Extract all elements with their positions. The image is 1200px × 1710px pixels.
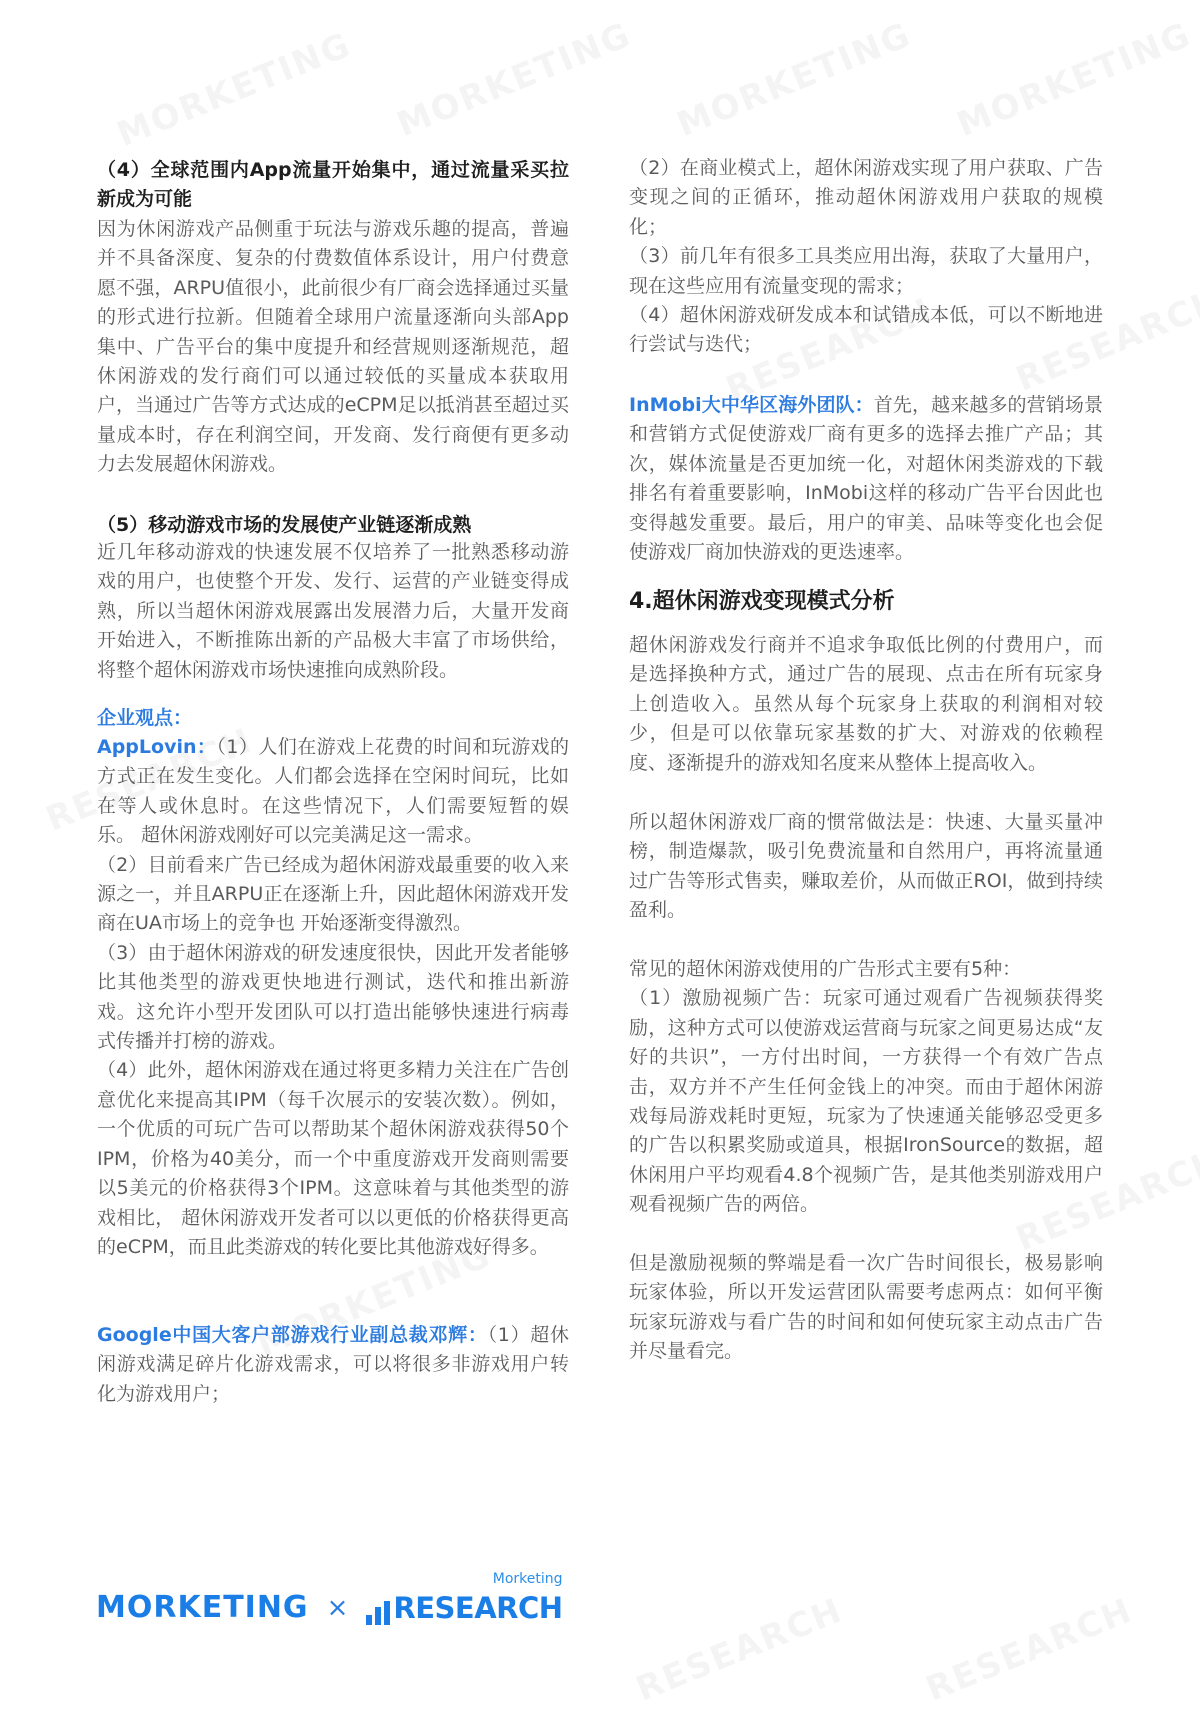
ad-formats <box>629 955 1103 1220</box>
applovin-point: （4）此外，超休闲游戏在通过将更多精力关注在广告创意优化来提高其IPM（每千次展示的安装次数）。例如，一个优质的可玩广告可以帮助某个超休闲游戏获得50个IPM，价格为40美分，而一个中重度游戏开发商则需要以5美元的价格获得3个IPM。这意味着与其他类型的游戏相比， 超休闲游戏开发者可以以更低的价格获得更高的eCPM，而且此类游戏的转化要比其他游戏好得多。 <box>97 1059 569 1258</box>
bar-chart-icon <box>366 1601 390 1625</box>
google-point: （4）超休闲游戏研发成本和试错成本低，可以不断地进行尝试与迭代； <box>629 304 1103 356</box>
google-view-continued <box>629 154 1103 360</box>
google-view <box>97 1321 569 1409</box>
ad-formats-intro: 常见的超休闲游戏使用的广告形式主要有5种： <box>629 958 1022 980</box>
applovin-point: （2）目前看来广告已经成为超休闲游戏最重要的收入来源之一，并且ARPU正在逐渐上升，因此超休闲游戏开发商在UA市场上的竞争也 开始逐渐变得激烈。 <box>97 853 569 935</box>
applovin-point: AppLovin：（1）人们在游戏上花费的时间和玩游戏的方式正在发生变化。人们都会选择在空闲时间玩，比如在等人或休息时。在这些情况下，人们需要短暂的娱乐。 超休闲游戏刚好可以完美满足这一需求。 <box>97 736 569 847</box>
google-point: （2）在商业模式上，超休闲游戏实现了用户获取、广告变现之间的正循环，推动超休闲游戏用户获取的规模化； <box>629 157 1103 238</box>
applovin-point: （3）由于超休闲游戏的研发速度很快，因此开发者能够比其他类型的游戏更快地进行测试，迭代和推出新游戏。这允许小型开发团队可以打造出能够快速进行病毒式传播并打榜的游戏。 <box>97 941 569 1053</box>
watermark <box>672 15 918 145</box>
paragraph: 超休闲游戏发行商并不追求争取低比例的付费用户，而是选择换种方式，通过广告的展现、点击在所有玩家身上创造收入。虽然从每个玩家身上获取的利润相对较少，但是可以依靠玩家基数的扩大、对游戏的依赖程度、逐渐提升的游戏知名度来从整体上提高收入。 <box>629 634 1103 774</box>
paragraph: 所以超休闲游戏厂商的惯常做法是：快速、大量买量冲榜，制造爆款，吸引免费流量和自然用户，再将流量通过广告等形式售卖，赚取差价，从而做正ROI，做到持续盈利。 <box>629 811 1103 922</box>
watermark <box>112 25 358 155</box>
watermark <box>952 15 1198 145</box>
footer-logo <box>96 1571 563 1625</box>
watermark <box>630 1590 848 1709</box>
section-5-body: 近几年移动游戏的快速发展不仅培养了一批熟悉移动游戏的用户，也使整个开发、发行、运营的产业链变得成熟，所以当超休闲游戏展露出发展潜力后，大量开发商开始进入，不断推陈出新的产品极大丰富了市场供给，将整个超休闲游戏市场快速推向成熟阶段。 <box>97 541 569 681</box>
section-5-heading: （5）移动游戏市场的发展使产业链逐渐成熟 <box>97 514 472 536</box>
inmobi-label: InMobi大中华区海外团队： <box>629 394 874 416</box>
company-views-label: 企业观点： <box>97 707 193 729</box>
inmobi-view <box>629 391 1103 567</box>
ad-format-item: （1）激励视频广告：玩家可通过观看广告视频获得奖励，这种方式可以使游戏运营商与玩家之间更易达成“友好的共识”，一方付出时间，一方获得一个有效广告点击，双方并不产生任何金钱上的冲突。而由于超休闲游戏每局游戏耗时更短，玩家为了快速通关能够忍受更多的广告以积累奖励或道具，根据IronSource的数据，超休闲用户平均观看4.8个视频广告，是其他类别游戏用户观看视频广告的两倍。 <box>629 987 1103 1216</box>
watermark <box>920 1590 1138 1709</box>
morketing-logo: MORKETING <box>96 1590 309 1625</box>
google-label: Google中国大客户部游戏行业副总裁邓辉： <box>97 1324 488 1346</box>
section-title: 4.超休闲游戏变现模式分析 <box>629 589 895 614</box>
section-4-heading: （4）全球范围内App流量开始集中，通过流量采买拉新成为可能 <box>97 159 569 211</box>
watermark <box>392 15 638 145</box>
google-point: （3）前几年有很多工具类应用出海，获取了大量用户，现在这些应用有流量变现的需求； <box>629 245 1103 297</box>
section-4-body: 因为休闲游戏产品侧重于玩法与游戏乐趣的提高，普遍并不具备深度、复杂的付费数值体系设计，用户付费意愿不强，ARPU值很小，此前很少有厂商会选择通过买量的形式进行拉新。但随着全球用户流量逐渐向头部App集中、广告平台的集中度提升和经营规则逐渐规范，超休闲游戏的发行商们可以通过较低的买量成本获取用户，当通过广告等方式达成的eCPM足以抵消甚至超过买量成本时，存在利润空间，开发商、发行商便有更多动力去发展超休闲游戏。 <box>97 218 569 476</box>
paragraph: 但是激励视频的弊端是看一次广告时间很长，极易影响玩家体验，所以开发运营团队需要考虑两点：如何平衡玩家玩游戏与看广告的时间和如何使玩家主动点击广告并尽量看完。 <box>629 1252 1103 1363</box>
applovin-label: AppLovin： <box>97 736 217 758</box>
inmobi-body: 首先，越来越多的营销场景和营销方式促使游戏厂商有更多的选择去推广产品；其次，媒体流量是否更加统一化，对超休闲类游戏的下载排名有着重要影响，InMobi这样的移动广告平台因此也变得越发重要。最后，用户的审美、品味等变化也会促使游戏厂商加快游戏的更迭速率。 <box>629 394 1103 564</box>
applovin-view <box>97 733 569 1262</box>
times-icon: × <box>326 1593 349 1623</box>
google-point: （1）超休闲游戏满足碎片化游戏需求，可以将很多非游戏用户转化为游戏用户； <box>97 1324 569 1405</box>
research-logo: RESEARCH Morketing <box>366 1591 562 1625</box>
